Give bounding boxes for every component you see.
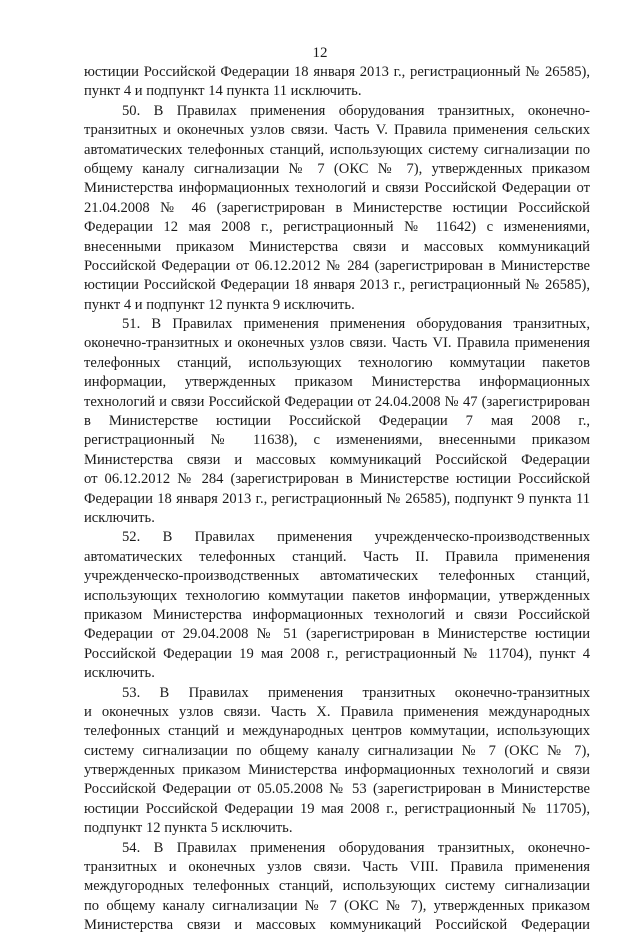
- text-line: Федерации 18 января 2013 г., регистрационный № 26585), подпункт 9 пункта 11: [84, 490, 590, 507]
- text-line: телефонных станций, использующих технологию коммутации пакетов: [84, 354, 590, 371]
- text-line: автоматических телефонных станций. Часть II. Правила применения: [84, 548, 590, 565]
- text-line: Российской Федерации от 05.05.2008 № 53 (зарегистрирован в Министерстве: [84, 781, 590, 798]
- text-line: транзитных и оконечных узлов связи. Часть V. Правила применения сельских: [84, 122, 590, 139]
- text-line: подпункт 12 пункта 5 исключить.: [84, 820, 293, 837]
- text-line: юстиции Российской Федерации 18 января 2013 г., регистрационный № 26585),: [84, 64, 590, 80]
- text-line: Российской Федерации от 06.12.2012 № 284 (зарегистрирован в Министерстве: [84, 257, 590, 274]
- text-line: автоматических телефонных станций, использующих систему сигнализации по: [84, 141, 590, 158]
- text-line: пункт 4 и подпункт 14 пункта 11 исключить.: [84, 83, 362, 100]
- text-line: Российской Федерации 19 мая 2008 г., регистрационный № 11704), пункт 4: [84, 645, 590, 662]
- text-line: регистрационный № 11638), с изменениями, внесенными приказом: [84, 432, 590, 449]
- text-line: приказом Министерства информационных технологий и связи Российской: [84, 606, 590, 623]
- text-line: учрежденческо-производственных автоматических телефонных станций,: [84, 568, 590, 585]
- text-line: систему сигнализации по общему каналу сигнализации № 7 (ОКС № 7),: [84, 742, 590, 759]
- page-number: 12: [312, 45, 328, 61]
- text-line: использующих технологию коммутации пакетов информации, утвержденных: [84, 587, 590, 604]
- document-body: [84, 63, 590, 936]
- text-line: Министерства связи и массовых коммуникаций Российской Федерации: [84, 917, 590, 934]
- text-line: 52. В Правилах применения учрежденческо-производственных: [122, 529, 590, 546]
- text-line: исключить.: [84, 509, 155, 526]
- text-line: и оконечных узлов связи. Часть X. Правила применения международных: [84, 703, 590, 720]
- text-line: в Министерстве юстиции Российской Федерации 7 мая 2008 г.,: [84, 413, 590, 430]
- text-line: телефонных станций и международных центров коммутации, использующих: [84, 723, 590, 740]
- text-line: 51. В Правилах применения применения оборудования транзитных,: [122, 316, 590, 333]
- text-line: оконечно-транзитных и оконечных узлов связи. Часть VI. Правила применения: [84, 335, 590, 352]
- text-line: Федерации 12 мая 2008 г., регистрационный № 11642) с изменениями,: [84, 219, 590, 236]
- text-line: информации, утвержденных приказом Министерства информационных: [84, 374, 590, 391]
- text-line: междугородных телефонных станций, использующих систему сигнализации: [84, 878, 590, 895]
- text-line: исключить.: [84, 665, 155, 682]
- text-line: 21.04.2008 № 46 (зарегистрирован в Министерстве юстиции Российской: [84, 199, 590, 216]
- text-line: 53. В Правилах применения транзитных оконечно-транзитных: [122, 684, 590, 701]
- text-line: 54. В Правилах применения оборудования транзитных, оконечно-: [122, 839, 590, 856]
- text-line: Министерства информационных технологий и связи Российской Федерации от: [84, 180, 590, 197]
- text-line: юстиции Российской Федерации 19 мая 2008 г., регистрационный № 11705),: [84, 800, 590, 817]
- text-line: 50. В Правилах применения оборудования транзитных, оконечно-: [122, 102, 590, 119]
- text-line: от 06.12.2012 № 284 (зарегистрирован в Министерстве юстиции Российской: [84, 471, 590, 488]
- text-line: юстиции Российской Федерации 18 января 2013 г., регистрационный № 26585),: [84, 277, 590, 294]
- text-line: технологий и связи Российской Федерации от 24.04.2008 № 47 (зарегистрирован: [84, 393, 590, 410]
- text-line: общему каналу сигнализации № 7 (ОКС № 7), утвержденных приказом: [84, 160, 590, 177]
- text-line: Федерации от 29.04.2008 № 51 (зарегистрирован в Министерстве юстиции: [84, 626, 590, 643]
- text-line: по общему каналу сигнализации № 7 (ОКС № 7), утвержденных приказом: [84, 897, 590, 914]
- text-line: утвержденных приказом Министерства информационных технологий и связи: [84, 762, 590, 779]
- text-line: Министерства связи и массовых коммуникаций Российской Федерации: [84, 451, 590, 468]
- text-line: транзитных и оконечных узлов связи. Часть VIII. Правила применения: [84, 859, 590, 876]
- text-line: пункт 4 и подпункт 12 пункта 9 исключить.: [84, 296, 355, 313]
- text-line: внесенными приказом Министерства связи и массовых коммуникаций: [84, 238, 590, 255]
